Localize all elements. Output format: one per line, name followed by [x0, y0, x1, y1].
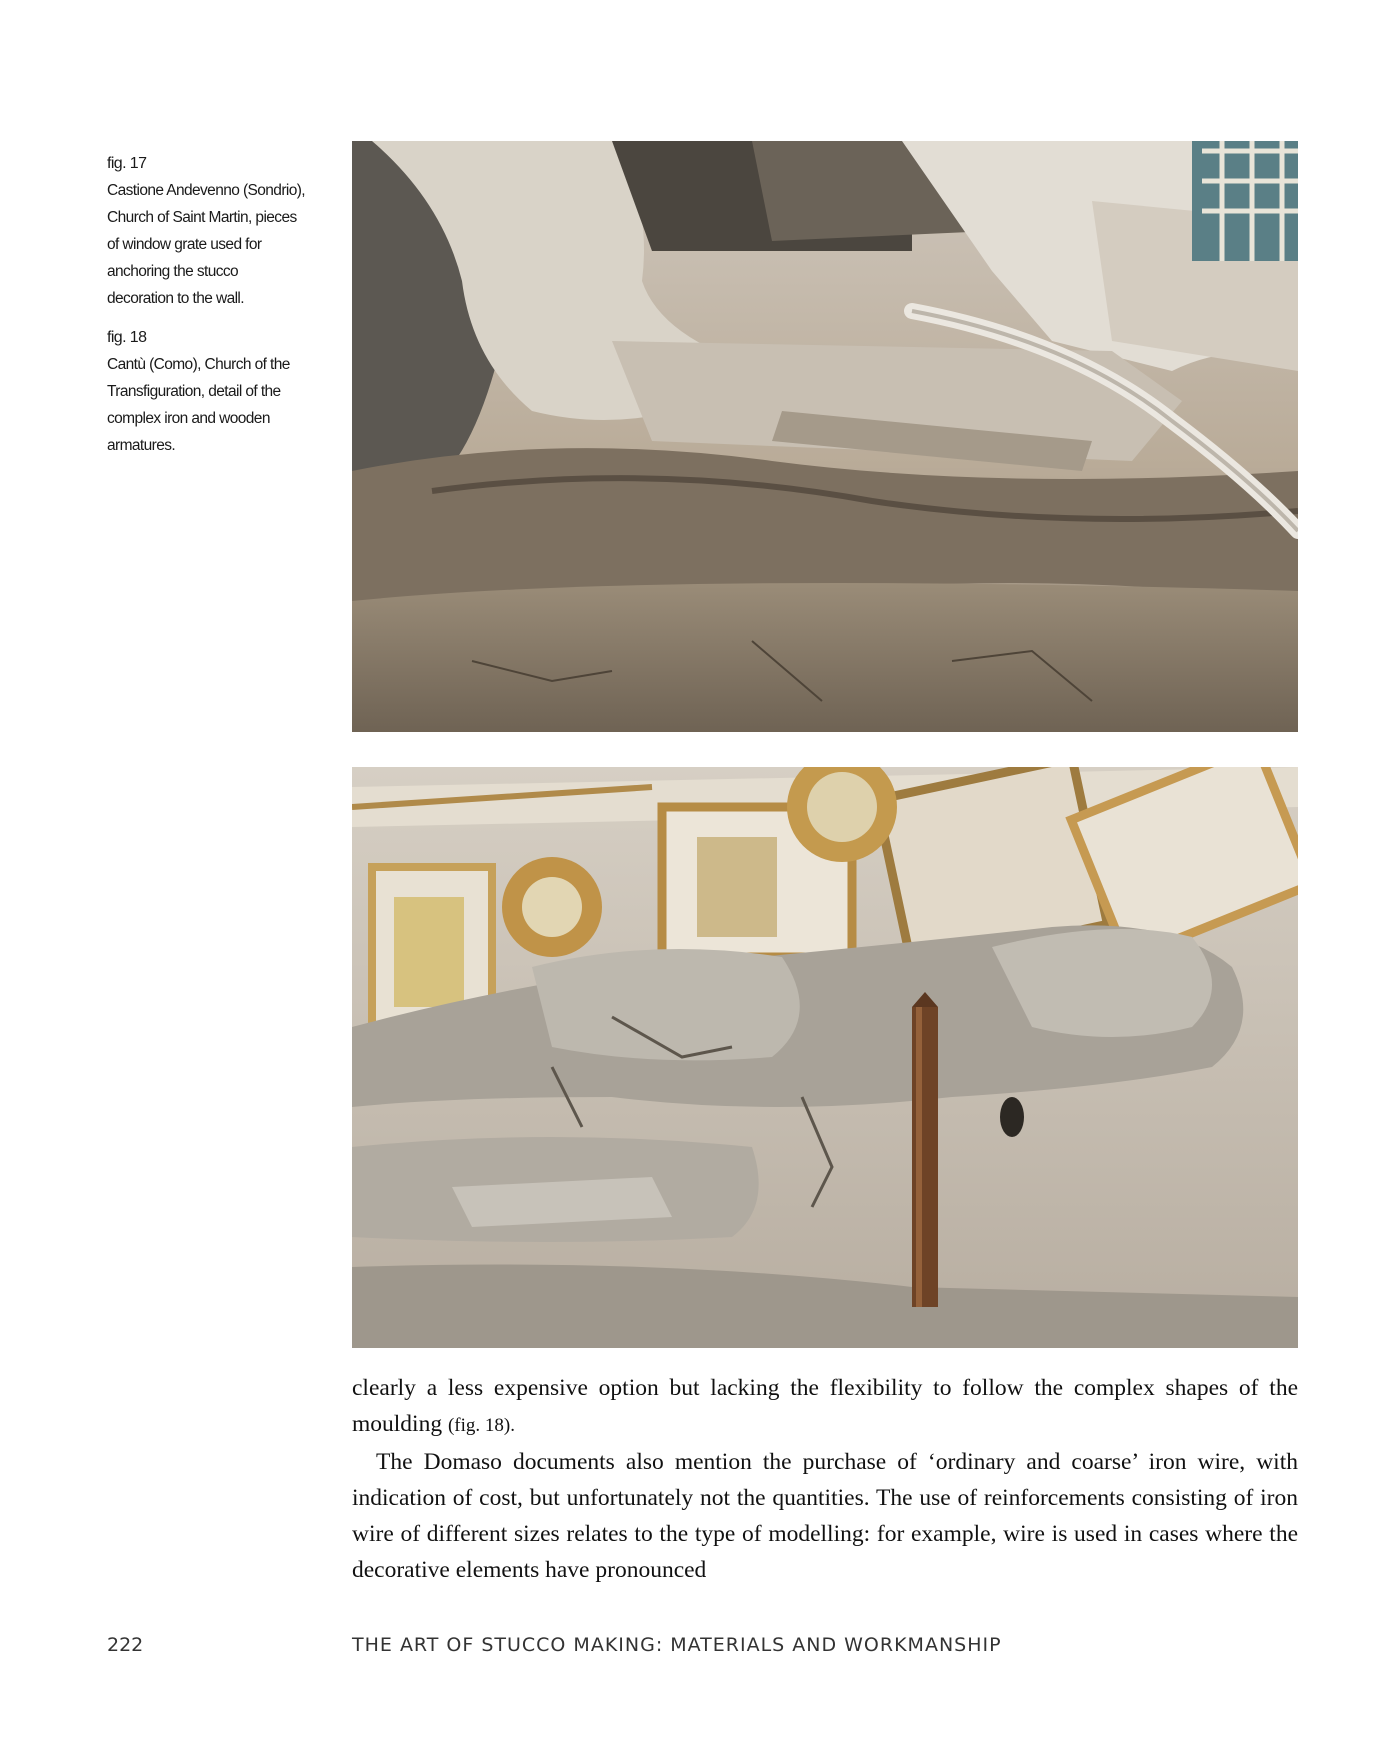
paragraph-2: The Domaso documents also mention the purchase of ‘ordinary and coarse’ iron wire, with indication of cost, but unfortunately not the quantities. The use of reinforcements consisting of iron wire of different sizes relates to the type of modelling: for example, wire is used in cases where the decorative elements have pronounced: [352, 1449, 1298, 1583]
paragraph-1: [352, 1370, 1298, 1444]
caption-label: fig. 17: [107, 155, 147, 172]
caption-text: Cantù (Como), Church of the Transfiguration, detail of the complex iron and wooden armatures.: [107, 356, 290, 454]
figure-reference: (fig. 18).: [447, 1415, 515, 1436]
photo-fig-18: [352, 767, 1298, 1348]
photo-fig-17-illustration: [352, 141, 1298, 732]
caption-text: Castione Andevenno (Sondrio), Church of Saint Martin, pieces of window grate used for anchoring the stucco decoration to the wall.: [107, 182, 306, 307]
caption-label: fig. 18: [107, 329, 147, 346]
photo-fig-17: [352, 141, 1298, 732]
body-text: [352, 1370, 1298, 1588]
page-number: 222: [107, 1634, 144, 1656]
paragraph-1-text: clearly a less expensive option but lacking the flexibility to follow the complex shapes of the moulding: [352, 1375, 1298, 1437]
photo-fig-18-illustration: [352, 767, 1298, 1348]
figure-captions: [107, 150, 307, 471]
caption-fig-18: [107, 324, 307, 459]
caption-fig-17: [107, 150, 307, 312]
running-head: THE ART OF STUCCO MAKING: MATERIALS AND WORKMANSHIP: [352, 1634, 1002, 1656]
